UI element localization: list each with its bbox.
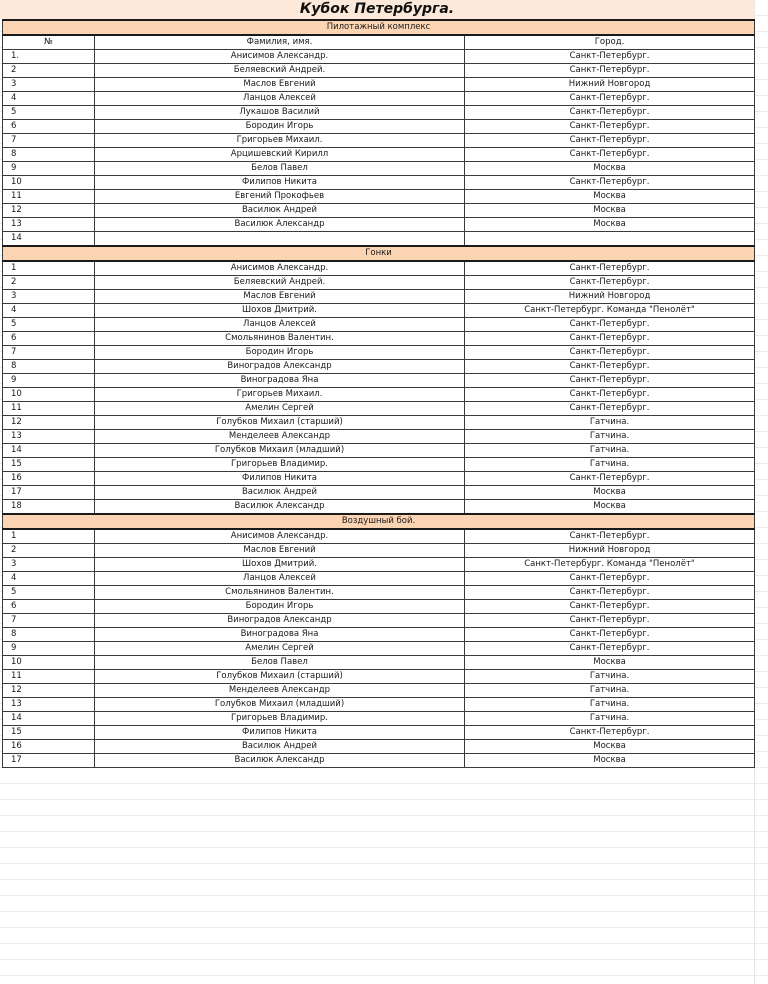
city-cell[interactable]: Санкт-Петербург. (465, 134, 755, 148)
city-cell[interactable]: Москва (465, 190, 755, 204)
name-cell[interactable]: Ланцов Алексей (95, 318, 465, 332)
city-cell[interactable]: Санкт-Петербург. (465, 600, 755, 614)
name-cell[interactable]: Смольянинов Валентин. (95, 586, 465, 600)
name-cell[interactable]: Ланцов Алексей (95, 92, 465, 106)
name-cell[interactable]: Виноградов Александр (95, 360, 465, 374)
name-cell[interactable]: Ланцов Алексей (95, 572, 465, 586)
name-cell[interactable]: Бородин Игорь (95, 600, 465, 614)
name-cell[interactable]: Виноградова Яна (95, 628, 465, 642)
number-cell[interactable]: 5 (3, 106, 95, 120)
name-cell[interactable]: Шохов Дмитрий. (95, 304, 465, 318)
city-cell[interactable]: Нижний Новгород (465, 78, 755, 92)
city-cell[interactable]: Москва (465, 500, 755, 515)
table-row (3, 628, 755, 642)
city-cell[interactable]: Гатчина. (465, 444, 755, 458)
table-row (3, 544, 755, 558)
section-header-row (3, 20, 755, 35)
number-cell[interactable]: 6 (3, 120, 95, 134)
table-row (3, 500, 755, 515)
name-cell[interactable]: Василюк Александр (95, 500, 465, 515)
number-cell[interactable]: 5 (3, 586, 95, 600)
number-cell[interactable]: 4 (3, 92, 95, 106)
name-cell[interactable]: Василюк Александр (95, 218, 465, 232)
name-cell[interactable]: Голубков Михаил (младший) (95, 698, 465, 712)
name-cell[interactable]: Белов Павел (95, 656, 465, 670)
table-row (3, 50, 755, 64)
name-cell[interactable]: Евгений Прокофьев (95, 190, 465, 204)
table-row (3, 346, 755, 360)
city-cell[interactable]: Москва (465, 754, 755, 768)
number-cell[interactable]: 12 (3, 204, 95, 218)
city-cell[interactable]: Гатчина. (465, 458, 755, 472)
number-cell[interactable]: 2 (3, 276, 95, 290)
city-cell[interactable]: Санкт-Петербург. (465, 120, 755, 134)
city-cell[interactable]: Москва (465, 204, 755, 218)
number-cell[interactable]: 8 (3, 628, 95, 642)
name-cell[interactable]: Василюк Александр (95, 754, 465, 768)
table-row (3, 120, 755, 134)
table-row (3, 190, 755, 204)
table-row (3, 360, 755, 374)
number-cell[interactable]: 11 (3, 402, 95, 416)
table-row (3, 261, 755, 276)
table-row (3, 444, 755, 458)
city-header[interactable]: Город. (465, 35, 755, 50)
section-title[interactable]: Гонки (3, 246, 755, 261)
name-cell[interactable]: Григорьев Владимир. (95, 458, 465, 472)
table-row (3, 416, 755, 430)
name-cell[interactable]: Маслов Евгений (95, 544, 465, 558)
number-cell[interactable]: 9 (3, 642, 95, 656)
city-cell[interactable]: Санкт-Петербург. (465, 572, 755, 586)
name-cell[interactable]: Лукашов Василий (95, 106, 465, 120)
table-row (3, 600, 755, 614)
city-cell[interactable]: Санкт-Петербург. (465, 176, 755, 190)
table-row (3, 232, 755, 247)
table-row (3, 148, 755, 162)
table-row (3, 684, 755, 698)
number-cell[interactable]: 4 (3, 304, 95, 318)
name-cell[interactable]: Беляевский Андрей. (95, 276, 465, 290)
name-cell[interactable]: Василюк Андрей (95, 204, 465, 218)
name-header[interactable]: Фамилия, имя. (95, 35, 465, 50)
table-row (3, 614, 755, 628)
city-cell[interactable]: Санкт-Петербург. (465, 64, 755, 78)
number-cell[interactable]: 17 (3, 486, 95, 500)
section-header-row (3, 514, 755, 529)
name-cell[interactable]: Амелин Сергей (95, 642, 465, 656)
section-title[interactable]: Пилотажный комплекс (3, 20, 755, 35)
table-row (3, 726, 755, 740)
number-cell[interactable]: 1 (3, 529, 95, 544)
name-cell[interactable]: Голубков Михаил (младший) (95, 444, 465, 458)
sheet-title: Кубок Петербурга. (0, 0, 754, 19)
table-row (3, 558, 755, 572)
number-cell[interactable]: 10 (3, 656, 95, 670)
name-cell[interactable]: Беляевский Андрей. (95, 64, 465, 78)
number-cell[interactable]: 4 (3, 572, 95, 586)
city-cell[interactable]: Гатчина. (465, 670, 755, 684)
name-cell[interactable]: Василюк Андрей (95, 740, 465, 754)
number-cell[interactable]: 9 (3, 162, 95, 176)
name-cell[interactable]: Голубков Михаил (старший) (95, 416, 465, 430)
table-row (3, 134, 755, 148)
number-cell[interactable]: 11 (3, 670, 95, 684)
table-row (3, 402, 755, 416)
number-cell[interactable]: 7 (3, 346, 95, 360)
table-row (3, 430, 755, 444)
city-cell[interactable] (465, 232, 755, 247)
table-row (3, 712, 755, 726)
number-cell[interactable]: 15 (3, 458, 95, 472)
city-cell[interactable]: Санкт-Петербург. (465, 472, 755, 486)
city-cell[interactable]: Санкт-Петербург. Команда "Пенолёт" (465, 304, 755, 318)
name-cell[interactable]: Маслов Евгений (95, 78, 465, 92)
number-cell[interactable]: 12 (3, 684, 95, 698)
table-row (3, 78, 755, 92)
table-row (3, 388, 755, 402)
number-cell[interactable]: 2 (3, 64, 95, 78)
table-row (3, 106, 755, 120)
number-cell[interactable]: 1 (3, 261, 95, 276)
table-row (3, 754, 755, 768)
city-cell[interactable]: Москва (465, 162, 755, 176)
city-cell[interactable]: Москва (465, 740, 755, 754)
city-cell[interactable]: Москва (465, 486, 755, 500)
name-cell[interactable]: Арцишевский Кирилл (95, 148, 465, 162)
city-cell[interactable]: Санкт-Петербург. (465, 586, 755, 600)
table-row (3, 642, 755, 656)
name-cell[interactable]: Василюк Андрей (95, 486, 465, 500)
number-cell[interactable]: 10 (3, 388, 95, 402)
city-cell[interactable]: Москва (465, 218, 755, 232)
city-cell[interactable]: Санкт-Петербург. (465, 318, 755, 332)
number-cell[interactable]: 10 (3, 176, 95, 190)
number-cell[interactable]: 2 (3, 544, 95, 558)
city-cell[interactable]: Санкт-Петербург. (465, 374, 755, 388)
city-cell[interactable]: Санкт-Петербург. (465, 402, 755, 416)
table-row (3, 304, 755, 318)
number-cell[interactable]: 11 (3, 190, 95, 204)
city-cell[interactable]: Санкт-Петербург. Команда "Пенолёт" (465, 558, 755, 572)
name-cell[interactable]: Филипов Никита (95, 726, 465, 740)
name-cell[interactable]: Бородин Игорь (95, 346, 465, 360)
name-cell[interactable]: Смольянинов Валентин. (95, 332, 465, 346)
number-cell[interactable]: 3 (3, 290, 95, 304)
name-cell[interactable]: Менделеев Александр (95, 684, 465, 698)
name-cell[interactable]: Шохов Дмитрий. (95, 558, 465, 572)
table-row (3, 92, 755, 106)
number-cell[interactable]: 1. (3, 50, 95, 64)
table-row (3, 318, 755, 332)
city-cell[interactable]: Санкт-Петербург. (465, 332, 755, 346)
name-cell[interactable]: Анисимов Александр. (95, 50, 465, 64)
number-cell[interactable]: 14 (3, 712, 95, 726)
city-cell[interactable]: Санкт-Петербург. (465, 346, 755, 360)
city-cell[interactable]: Санкт-Петербург. (465, 360, 755, 374)
city-cell[interactable]: Санкт-Петербург. (465, 92, 755, 106)
table-row (3, 486, 755, 500)
number-cell[interactable]: 8 (3, 360, 95, 374)
participants-table (2, 19, 755, 768)
number-cell[interactable]: 6 (3, 332, 95, 346)
city-cell[interactable]: Москва (465, 656, 755, 670)
number-cell[interactable]: 9 (3, 374, 95, 388)
number-cell[interactable]: 18 (3, 500, 95, 515)
table-row (3, 218, 755, 232)
name-cell[interactable]: Амелин Сергей (95, 402, 465, 416)
table-row (3, 698, 755, 712)
city-cell[interactable]: Санкт-Петербург. (465, 628, 755, 642)
table-row (3, 586, 755, 600)
name-cell[interactable]: Филипов Никита (95, 176, 465, 190)
number-cell[interactable]: 3 (3, 78, 95, 92)
table-row (3, 64, 755, 78)
city-cell[interactable]: Санкт-Петербург. (465, 642, 755, 656)
table-row (3, 670, 755, 684)
number-cell[interactable]: 15 (3, 726, 95, 740)
name-cell[interactable]: Виноградов Александр (95, 614, 465, 628)
table-row (3, 204, 755, 218)
city-cell[interactable]: Санкт-Петербург. (465, 726, 755, 740)
city-cell[interactable]: Санкт-Петербург. (465, 529, 755, 544)
number-cell[interactable]: 16 (3, 472, 95, 486)
table-row (3, 529, 755, 544)
city-cell[interactable]: Санкт-Петербург. (465, 148, 755, 162)
section-header-row (3, 246, 755, 261)
city-cell[interactable]: Нижний Новгород (465, 290, 755, 304)
city-cell[interactable]: Нижний Новгород (465, 544, 755, 558)
number-cell[interactable]: 5 (3, 318, 95, 332)
city-cell[interactable]: Санкт-Петербург. (465, 388, 755, 402)
name-cell[interactable]: Анисимов Александр. (95, 261, 465, 276)
name-cell[interactable]: Бородин Игорь (95, 120, 465, 134)
table-row (3, 162, 755, 176)
name-cell[interactable]: Голубков Михаил (старший) (95, 670, 465, 684)
number-cell[interactable]: 14 (3, 444, 95, 458)
city-cell[interactable]: Санкт-Петербург. (465, 106, 755, 120)
city-cell[interactable]: Санкт-Петербург. (465, 261, 755, 276)
city-cell[interactable]: Санкт-Петербург. (465, 50, 755, 64)
name-cell[interactable]: Белов Павел (95, 162, 465, 176)
table-row (3, 572, 755, 586)
number-cell[interactable]: 12 (3, 416, 95, 430)
table-row (3, 656, 755, 670)
table-row (3, 290, 755, 304)
city-cell[interactable]: Гатчина. (465, 684, 755, 698)
number-cell[interactable]: 14 (3, 232, 95, 247)
number-cell[interactable]: 6 (3, 600, 95, 614)
city-cell[interactable]: Гатчина. (465, 430, 755, 444)
city-cell[interactable]: Гатчина. (465, 416, 755, 430)
city-cell[interactable]: Санкт-Петербург. (465, 276, 755, 290)
column-header-row (3, 35, 755, 50)
name-cell[interactable]: Виноградова Яна (95, 374, 465, 388)
name-cell[interactable]: Менделеев Александр (95, 430, 465, 444)
number-cell[interactable]: 17 (3, 754, 95, 768)
table-row (3, 276, 755, 290)
name-cell[interactable]: Филипов Никита (95, 472, 465, 486)
number-cell[interactable]: 8 (3, 148, 95, 162)
number-cell[interactable]: 13 (3, 430, 95, 444)
table-row (3, 176, 755, 190)
table-row (3, 472, 755, 486)
number-header[interactable]: № (3, 35, 95, 50)
name-cell[interactable] (95, 232, 465, 247)
table-row (3, 458, 755, 472)
city-cell[interactable]: Санкт-Петербург. (465, 614, 755, 628)
number-cell[interactable]: 13 (3, 698, 95, 712)
name-cell[interactable]: Анисимов Александр. (95, 529, 465, 544)
city-cell[interactable]: Гатчина. (465, 712, 755, 726)
table-row (3, 374, 755, 388)
city-cell[interactable]: Гатчина. (465, 698, 755, 712)
number-cell[interactable]: 7 (3, 134, 95, 148)
name-cell[interactable]: Григорьев Михаил. (95, 388, 465, 402)
table-row (3, 332, 755, 346)
name-cell[interactable]: Григорьев Владимир. (95, 712, 465, 726)
number-cell[interactable]: 16 (3, 740, 95, 754)
number-cell[interactable]: 13 (3, 218, 95, 232)
name-cell[interactable]: Маслов Евгений (95, 290, 465, 304)
section-title[interactable]: Воздушный бой. (3, 514, 755, 529)
table-row (3, 740, 755, 754)
number-cell[interactable]: 3 (3, 558, 95, 572)
number-cell[interactable]: 7 (3, 614, 95, 628)
name-cell[interactable]: Григорьев Михаил. (95, 134, 465, 148)
